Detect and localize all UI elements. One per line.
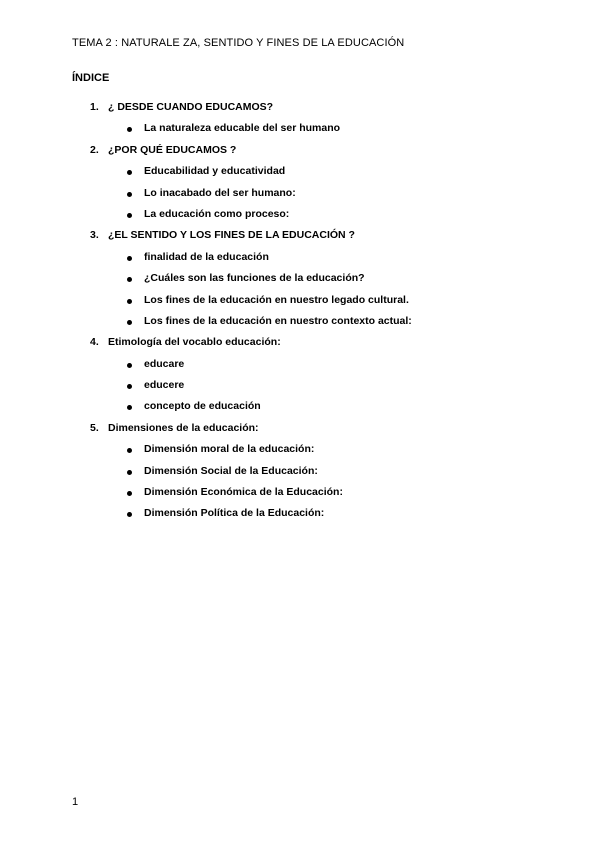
- toc-subitem: [0, 507, 600, 528]
- bullet-icon: [127, 277, 132, 282]
- bullet-icon: [127, 363, 132, 368]
- toc-subitem-text: concepto de educación: [144, 400, 261, 413]
- toc-section: [0, 422, 600, 443]
- toc-section: [0, 101, 600, 122]
- toc-subitem: [0, 208, 600, 229]
- toc-section-title: ¿EL SENTIDO Y LOS FINES DE LA EDUCACIÓN ?: [108, 229, 355, 242]
- bullet-icon: [127, 256, 132, 261]
- toc-section: [0, 229, 600, 250]
- toc-section-number: 1.: [90, 101, 99, 113]
- toc-subitem: [0, 272, 600, 293]
- bullet-icon: [127, 448, 132, 453]
- toc-section: [0, 336, 600, 357]
- toc-subitem: [0, 165, 600, 186]
- toc-subitem: [0, 379, 600, 400]
- toc-section-number: 4.: [90, 336, 99, 349]
- toc-subitem-text: educere: [144, 379, 185, 392]
- toc-section: [0, 144, 600, 165]
- toc-subitem-text: ¿Cuáles son las funciones de la educación?: [144, 272, 365, 285]
- toc-subitem-text: Dimensión moral de la educación:: [144, 443, 315, 456]
- toc-section-number: 2.: [90, 143, 99, 156]
- toc-subitem: [0, 358, 600, 379]
- toc-section-title: Dimensiones de la educación:: [108, 421, 259, 434]
- toc-subitem-text: La educación como proceso:: [144, 207, 290, 220]
- bullet-icon: [127, 512, 132, 517]
- toc-section-number: 3.: [90, 229, 99, 242]
- toc-subitem-text: Los fines de la educación en nuestro legado cultural.: [144, 293, 409, 306]
- toc-section-title: ¿ DESDE CUANDO EDUCAMOS?: [108, 101, 274, 113]
- bullet-icon: [127, 405, 132, 410]
- toc-subitem-text: Dimensión Económica de la Educación:: [144, 486, 343, 499]
- toc-section-title: Etimología del vocablo educación:: [108, 336, 281, 349]
- bullet-icon: [127, 127, 132, 132]
- toc-subitem: [0, 251, 600, 272]
- toc-subitem: [0, 486, 600, 507]
- page-number: 1: [72, 796, 79, 808]
- toc-subitem: [0, 187, 600, 208]
- document-header: TEMA 2 : NATURALE ZA, SENTIDO Y FINES DE LA EDUCACIÓN: [72, 37, 405, 49]
- toc-subitem: [0, 122, 600, 143]
- bullet-icon: [127, 384, 132, 389]
- toc-subitem: [0, 400, 600, 421]
- toc-subitem-text: Lo inacabado del ser humano:: [144, 186, 296, 199]
- bullet-icon: [127, 170, 132, 175]
- toc-subitem-text: La naturaleza educable del ser humano: [144, 122, 341, 135]
- bullet-icon: [127, 192, 132, 197]
- bullet-icon: [127, 320, 132, 325]
- toc-subitem-text: Dimensión Social de la Educación:: [144, 464, 318, 477]
- index-title: ÍNDICE: [72, 72, 110, 84]
- bullet-icon: [127, 491, 132, 496]
- toc-subitem: [0, 465, 600, 486]
- toc-subitem-text: Educabilidad y educatividad: [144, 165, 286, 178]
- toc-subitem: [0, 294, 600, 315]
- toc-section-number: 5.: [90, 421, 99, 434]
- toc-subitem: [0, 443, 600, 464]
- toc-subitem-text: finalidad de la educación: [144, 250, 269, 263]
- bullet-icon: [127, 213, 132, 218]
- toc-subitem: [0, 315, 600, 336]
- table-of-contents: [0, 101, 600, 529]
- toc-subitem-text: Los fines de la educación en nuestro contexto actual:: [144, 314, 412, 327]
- bullet-icon: [127, 299, 132, 304]
- toc-subitem-text: educare: [144, 357, 185, 370]
- bullet-icon: [127, 470, 132, 475]
- toc-subitem-text: Dimensión Política de la Educación:: [144, 507, 325, 520]
- toc-section-title: ¿POR QUÉ EDUCAMOS ?: [108, 143, 237, 156]
